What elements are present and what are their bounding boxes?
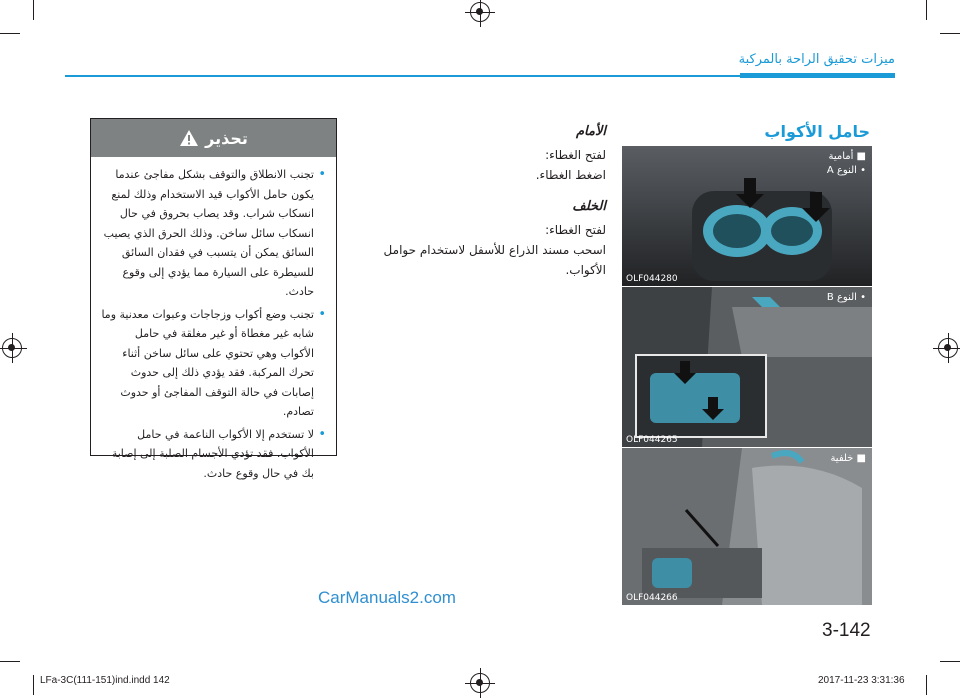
rear-cupholder-photo (622, 448, 872, 605)
crop-mark (33, 675, 34, 695)
warning-item: • تجنب الانطلاق والتوقف بشكل مفاجئ عندما يكون حامل الأكواب قيد الاستخدام وذلك لمنع انسكاب شراب. وقد يصاب بحروق في حال انسكاب سائل ساخن. وذلك الحرق الذي يصيب السائق يمكن أن يتسبب في فقدان السائق للسيطرة على السيارة مما يؤدي إلى وقوع حادث. (101, 165, 326, 302)
warning-item: • لا تستخدم إلا الأكواب الناعمة في حامل الأكواب. فقد تؤدي الأجسام الصلبة إلى إصابة بك في حال وقوع حادث. (101, 425, 326, 484)
front-label: الأمام (576, 124, 606, 139)
warning-header (91, 119, 336, 157)
watermark-link[interactable]: CarManuals2.com (318, 588, 456, 607)
footer-file-info: LFa-3C(111-151)ind.indd 142 (40, 675, 170, 686)
warning-title: تحذير (205, 128, 248, 148)
crop-mark (926, 675, 927, 695)
rear-label: الخلف (572, 199, 606, 214)
front-line-2: اضغط الغطاء. (535, 168, 606, 182)
page-number: 3-142 (822, 620, 871, 641)
front-line-1: لفتح الغطاء: (545, 148, 606, 162)
console-illustration (622, 287, 872, 447)
photo-code: OLF044266 (626, 593, 678, 603)
crop-mark (940, 33, 960, 34)
page-header-title: ميزات تحقيق الراحة بالمركبة (738, 52, 895, 67)
section-heading: حامل الأكواب (764, 122, 870, 141)
registration-mark-icon (2, 338, 22, 358)
registration-mark-icon (938, 338, 958, 358)
warning-item: • تجنب وضع أكواب وزجاجات وعبوات معدنية وما شابه غير مغطاة أو غير مغلقة في حامل الأكواب وهي تحتوي على سائل ساخن أثناء تحرك المركبة. فقد يؤدي ذلك إلى حدوث إصابات في حالة التوقف المفاجئ أو حدوث تصادم. (101, 305, 326, 422)
instructions-column (366, 124, 606, 280)
footer-datetime: 2017-11-23 3:31:36 (818, 675, 905, 686)
front-cupholder-photo (622, 146, 872, 286)
crop-mark (926, 0, 927, 20)
crop-mark (0, 33, 20, 34)
crop-mark (0, 661, 20, 662)
rear-line-2: اسحب مسند الذراع للأسفل لاستخدام حوامل (383, 243, 606, 257)
photo-code: OLF044280 (626, 274, 678, 284)
crop-mark (940, 661, 960, 662)
header-rule (65, 75, 895, 77)
photo-code: OLF044265 (626, 435, 678, 445)
console-cupholder-photo (622, 287, 872, 447)
rear-line-1: لفتح الغطاء: (545, 223, 606, 237)
warning-box (90, 118, 337, 480)
rear-line-3: الأكواب. (565, 263, 606, 277)
crop-mark (33, 0, 34, 20)
photo-caption: • النوع B (826, 292, 866, 303)
photo-caption: ■ أمامية • النوع A (826, 151, 866, 176)
rear-seat-illustration (622, 448, 872, 605)
warning-triangle-icon (179, 129, 199, 147)
warning-list (91, 157, 336, 483)
photo-caption: ■ خلفية (830, 453, 866, 464)
registration-mark-icon (470, 2, 490, 22)
registration-mark-icon (470, 673, 490, 693)
